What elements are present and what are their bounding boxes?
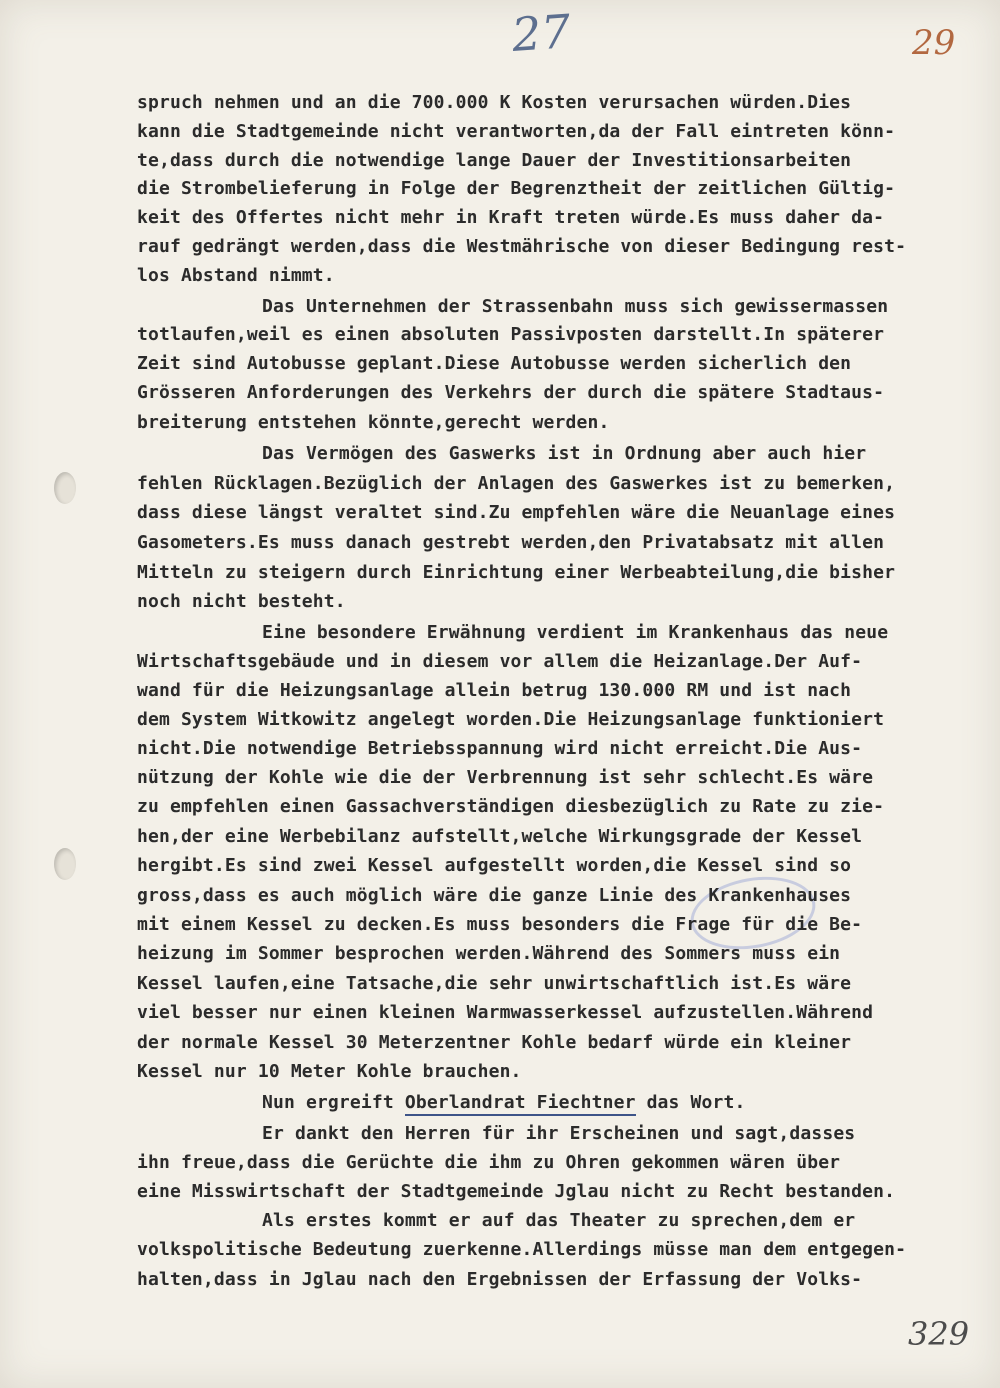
text-line: ihn freue,dass die Gerüchte die ihm zu Ohren gekommen wären über bbox=[137, 1152, 841, 1173]
text-line: eine Misswirtschaft der Stadtgemeinde Jglau nicht zu Recht bestanden. bbox=[137, 1181, 896, 1202]
text-line: viel besser nur einen kleinen Warmwasserkessel aufzustellen.Während bbox=[137, 1002, 874, 1023]
text-line: zu empfehlen einen Gassachverständigen diesbezüglich zu Rate zu zie- bbox=[137, 796, 885, 817]
text-line: rauf gedrängt werden,dass die Westmährische von dieser Bedingung rest- bbox=[137, 236, 907, 257]
text-line: noch nicht besteht. bbox=[137, 591, 346, 612]
text-line: Das Unternehmen der Strassenbahn muss sich gewissermassen bbox=[262, 296, 889, 317]
text-line: Kessel laufen,eine Tatsache,die sehr unwirtschaftlich ist.Es wäre bbox=[137, 973, 852, 994]
text-line: nicht.Die notwendige Betriebsspannung wird nicht erreicht.Die Aus- bbox=[137, 738, 863, 759]
text-line: Wirtschaftsgebäude und in diesem vor allem die Heizanlage.Der Auf- bbox=[137, 651, 863, 672]
text-line: los Abstand nimmt. bbox=[137, 265, 335, 286]
handwritten-page-number: 27 bbox=[510, 4, 573, 62]
text-line: breiterung entstehen könnte,gerecht werden. bbox=[137, 412, 610, 433]
text-line: Kessel nur 10 Meter Kohle brauchen. bbox=[137, 1061, 522, 1082]
text-line bbox=[262, 1092, 745, 1114]
text-line: Gasometers.Es muss danach gestrebt werden,den Privatabsatz mit allen bbox=[137, 532, 885, 553]
text-line: heizung im Sommer besprochen werden.Während des Sommers muss ein bbox=[137, 943, 841, 964]
text-line: volkspolitische Bedeutung zuerkenne.Allerdings müsse man dem entgegen- bbox=[137, 1239, 907, 1260]
folio-number-top-right: 29 bbox=[912, 23, 956, 63]
text-line: Mitteln zu steigern durch Einrichtung einer Werbeabteilung,die bisher bbox=[137, 562, 896, 583]
folio-number-bottom-right: 329 bbox=[908, 1315, 970, 1353]
underlined-name: Oberlandrat Fiechtner bbox=[405, 1092, 636, 1116]
text-segment: das Wort. bbox=[635, 1092, 746, 1113]
text-line: totlaufen,weil es einen absoluten Passivposten darstellt.In späterer bbox=[137, 324, 885, 345]
text-line: kann die Stadtgemeinde nicht verantworten,da der Fall eintreten könn- bbox=[137, 121, 896, 142]
text-line: Grösseren Anforderungen des Verkehrs der durch die spätere Stadtaus- bbox=[137, 382, 885, 403]
text-segment: Nun ergreift bbox=[262, 1092, 405, 1113]
text-line: die Strombelieferung in Folge der Begrenztheit der zeitlichen Gültig- bbox=[137, 178, 896, 199]
text-line: hergibt.Es sind zwei Kessel aufgestellt worden,die Kessel sind so bbox=[137, 855, 852, 876]
text-line: Er dankt den Herren für ihr Erscheinen und sagt,dasses bbox=[262, 1123, 856, 1144]
text-line: mit einem Kessel zu decken.Es muss besonders die Frage für die Be- bbox=[137, 914, 863, 935]
text-line: hen,der eine Werbebilanz aufstellt,welche Wirkungsgrade der Kessel bbox=[137, 826, 863, 847]
text-line: dem System Witkowitz angelegt worden.Die Heizungsanlage funktioniert bbox=[137, 709, 885, 730]
text-line: Als erstes kommt er auf das Theater zu sprechen,dem er bbox=[262, 1210, 856, 1231]
text-line: spruch nehmen und an die 700.000 K Kosten verursachen würden.Dies bbox=[137, 92, 852, 113]
text-line: der normale Kessel 30 Meterzentner Kohle bedarf würde ein kleiner bbox=[137, 1032, 852, 1053]
text-line: Zeit sind Autobusse geplant.Diese Autobusse werden sicherlich den bbox=[137, 353, 852, 374]
text-line: Das Vermögen des Gaswerks ist in Ordnung aber auch hier bbox=[262, 443, 867, 464]
text-line: te,dass durch die notwendige lange Dauer der Investitionsarbeiten bbox=[137, 150, 852, 171]
text-line: fehlen Rücklagen.Bezüglich der Anlagen des Gaswerkes ist zu bemerken, bbox=[137, 473, 896, 494]
text-line: keit des Offertes nicht mehr in Kraft treten würde.Es muss daher da- bbox=[137, 207, 885, 228]
text-line: gross,dass es auch möglich wäre die ganze Linie des Krankenhauses bbox=[137, 885, 852, 906]
text-line: halten,dass in Jglau nach den Ergebnissen der Erfassung der Volks- bbox=[137, 1269, 863, 1290]
text-line: dass diese längst veraltet sind.Zu empfehlen wäre die Neuanlage eines bbox=[137, 502, 896, 523]
text-line: wand für die Heizungsanlage allein betrug 130.000 RM und ist nach bbox=[137, 680, 852, 701]
text-line: Eine besondere Erwähnung verdient im Krankenhaus das neue bbox=[262, 622, 889, 643]
text-line: nützung der Kohle wie die der Verbrennung ist sehr schlecht.Es wäre bbox=[137, 767, 874, 788]
